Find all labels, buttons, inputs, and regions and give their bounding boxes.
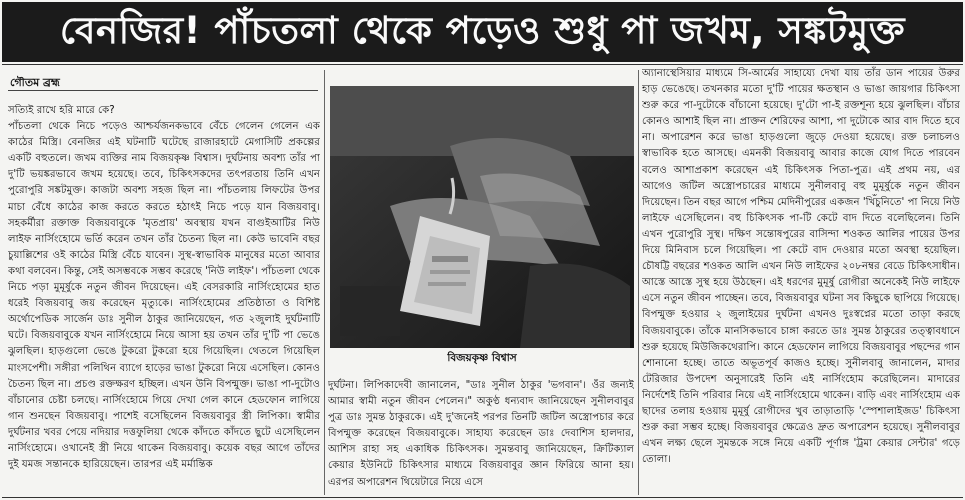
column-1-body: পাঁচতলা থেকে নিচে পড়েও আশ্চর্যজনকভাবে বেঁচে গেলেন গেলেন এক কাঠের মিস্ত্রি। বেনজির এই ঘটনাটি ঘটেছে রাজারহাটে মেগাসিটি প্রকল্পের একটি বহুতলে। জখম ব্যক্তির নাম বিজয়কৃষ্ণ বিশ্বাস। দুর্ঘটনায় অবশ্য তাঁর পা দু'টি ভয়ঙ্করভাবে জখম হয়েছে। তবে, চিকিৎসকদের তৎপরতায় তিনি এখন পুরোপুরি সঙ্কটমুক্ত। কাজটা অবশ্য সহজ ছিল না। পাঁচতলায় লিফটের উপর মাচা বেঁধে কাঠের কাজ করতে করতে হঠাৎই নিচে পড়ে যান বিজয়বাবু। সহকর্মীরা রক্তাক্ত বিজয়বাবুকে 'মৃতপ্রায়' অবস্থায় যখন বাগুইআটির নিউ লাইফ নার্সিংহোমে ভর্তি করেন তখন তাঁর চৈতন্য ছিল না। কেউ ভাবেনি বছর চুয়াল্লিশের ওই কাঠের মিস্ত্রি বেঁচে যাবেন। সুস্থ-স্বাভাবিক মানুষের মতো আবার কথা বলবেন। কিন্তু, সেই অসম্ভবকে সম্ভব করেছে 'নিউ লাইফ'। পাঁচতলা থেকে নিচে পড়া মুমূর্ষুকে নতুন জীবন দিয়েছেন। এই বেসরকারি নার্সিংহোমের হাত ধরেই বিজয়বাবু জয় করেছেন মৃত্যুকে। নার্সিংহোমের প্রতিষ্ঠাতা ও বিশিষ্ট অর্থোপেডিক সার্জেন ডাঃ সুনীল ঠাকুর জানিয়েছেন, গত ২জুলাই দুর্ঘটনাটি ঘটে। বিজয়বাবুকে যখন নার্সিংহোমে নিয়ে আসা হয় তখন তাঁর দু'টি পা ভেঙে ঝুলছিল। হাড়গুলো ভেঙে টুকরো টুকরো হয়ে গিয়েছিল। থেতলে গিয়েছিল মাংসপেশী। সঙ্গীরা পলিথিন ব্যাগে হাড়ের ভাঙা টুকরো নিয়ে এসেছিল। কোনও চৈতন্য ছিল না। প্রচণ্ড রক্তক্ষরণ হচ্ছিল। এখন উনি বিপন্মুক্ত। ভাঙা পা-দুটোও বাঁচানোর চেষ্টা চলছে। নার্সিংহোমে গিয়ে দেখা গেল কানে হেডফোন লাগিয়ে গান শুনছেন বিজয়বাবু। পাশেই বসেছিলেন বিজয়বাবুর স্ত্রী লিপিকা। স্বামীর দুর্ঘটনার খবর পেয়ে নদিয়ার দত্তফুলিয়া থেকে কাঁদতে কাঁদতে ছুটে এসেছিলেন নার্সিংহোমে। ওখানেই স্ত্রী নিয়ে থাকেন বিজয়বাবু। কয়েক বছর আগে তাঁদের দুই যমজ সন্তানকে হারিয়েছেন। তারপর এই মর্মান্তিক	[8, 121, 320, 471]
headline-rule	[2, 64, 963, 65]
column-divider-1	[324, 70, 325, 495]
article-column-1	[8, 103, 320, 495]
byline: গৌতম ব্রহ্ম	[10, 76, 60, 89]
intro-line: সত্যিই রাখে হরি মারে কে?	[8, 105, 115, 116]
article-photo	[330, 86, 634, 348]
photo-caption: বিজয়কৃষ্ণ বিশ্বাস	[447, 352, 517, 364]
byline-rule	[8, 90, 318, 91]
headline: বেনজির! পাঁচতলা থেকে পড়েও শুধু পা জখম, সঙ্কটমুক্ত	[2, 2, 963, 62]
patient-photo-illustration	[330, 86, 634, 348]
column-divider-2	[638, 70, 639, 495]
article-column-3	[642, 66, 960, 495]
column-3-body: অ্যানাস্থেসিয়ার মাধ্যমে সি-আর্মের সাহায্যে দেখা যায় তাঁর ডান পায়ের উরুর হাড় ভেঙেছে। তখনকার মতো দু'টি পায়ের ক্ষতস্থান ও ভাঙা জায়গার চিকিৎসা শুরু করে পা-দুটোকে বাঁচানো হয়েছে। দু'টো পা-ই রক্তশূন্য হয়ে ঝুলছিল। বাঁচার কোনও আশাই ছিল না। প্রাক্তন শেরিফের আশা, পা দুটোকে আর বাদ দিতে হবে না। অপারেশন করে ভাঙা হাড়গুলো জুড়ে দেওয়া হয়েছে। রক্ত চলাচলও স্বাভাবিক হতে আসছে। এমনকী বিজয়বাবু আবার কাজে যোগ দিতে পারবেন বলেও আশাপ্রকাশ করেছেন এই চিকিৎসক পিতা-পুত্র। এই প্রথম নয়, এর আগেও জটিল অস্ত্রোপচারের মাধ্যমে সুনীলবাবু বহু মুমূর্ষুকে নতুন জীবন দিয়েছেন। তিন বছর আগে পশ্চিম মেদিনীপুরের একজন 'খিঁচুনিতে' পা নিয়ে নিউ লাইফে এসেছিলেন। বহু চিকিৎসক পা-টি কেটে বাদ দিতে বলেছিলেন। তিনি এখন পুরোপুরি সুস্থ। দক্ষিণ সন্তোষপুরের বাসিন্দা শওকত আলির পায়ের উপর দিয়ে মিনিবাস চলে গিয়েছিল। পা কেটে বাদ দেওয়ার মতো অবস্থা হয়েছিল। চৌষট্টি বছরের শওকত আলি এখন নিউ লাইফের ২০৮নম্বর বেডে চিকিৎসাধীন। আস্তে আস্তে সুস্থ হয়ে উঠছেন। এই ধরণের মুমূর্ষু রোগীরা অনেকেই নিউ লাইফে এসে নতুন জীবন পাচ্ছেন। তবে, বিজয়বাবুর ঘটনা সব কিছুকে ছাপিয়ে গিয়েছে। বিপন্মুক্ত হওয়ার ২ জুলাইয়ের দুর্ঘটনা এখনও দুঃস্বপ্নের মতো তাড়া করছে বিজয়বাবুকে। তাঁকে মানসিকভাবে চাঙ্গা করতে ডাঃ সুমন্ত ঠাকুরের তত্ত্বাবধানে শুরু হয়েছে মিউজিকথেরাপি। কানে হেডফোন লাগিয়ে বিজয়বাবুর পছন্দের গান শোনানো হচ্ছে। তাতে অভূতপূর্ব কাজও হচ্ছে। সুনীলবাবু জানালেন, মাদার টেরিজার উপদেশ অনুসারেই তিনি এই নার্সিংহোম করেছিলেন। মাদারের নির্দেশেই তিনি পরিবার নিয়ে এই নার্সিংহোমে থাকেন। বাড়ি এবং নার্সিংহোম এক ছাদের তলায় হওয়ায় মুমূর্ষু রোগীদের খুব তাড়াতাড়ি 'স্পেশালাইজড' চিকিৎসা শুরু করা সম্ভব হচ্ছে। বিজয়বাবুর ক্ষেত্রেও দ্রুত অপারেশন হয়েছে। সুনীলবাবুর এখন লক্ষ্য ছেলে সুমন্তকে সঙ্গে নিয়ে একটি পূর্ণাঙ্গ 'ট্রমা কেয়ার সেন্টার' গড়ে তোলা।	[642, 68, 960, 466]
article-column-2	[328, 378, 634, 495]
bottom-rule	[2, 497, 963, 498]
column-2-body: দুর্ঘটনা। লিপিকাদেবী জানালেন, "ডাঃ সুনীল ঠাকুর 'ভগবান'। ওঁর জন্যই আমার স্বামী নতুন জীবন পেলেন।" অকুণ্ঠ ধন্যবাদ জানিয়েছেন সুনীলবাবুর পুত্র ডাঃ সুমন্ত ঠাকুরকে। এই দু'জনেই পরপর তিনটি জটিল অস্ত্রোপচার করে বিপন্মুক্ত করেছেন বিজয়বাবুকে। সাহায্য করেছেন ডাঃ দেবাশিস হালদার, আশিস রাহা সহ একাধিক চিকিৎসক। সুমন্তবাবু জানিয়েছেন, ক্রিটিক্যাল কেয়ার ইউনিটে চিকিৎসার মাধ্যমে বিজয়বাবুর জ্ঞান ফিরিয়ে আনা হয়। এরপর অপারেশন থিয়েটারে নিয়ে এসে	[328, 380, 634, 488]
